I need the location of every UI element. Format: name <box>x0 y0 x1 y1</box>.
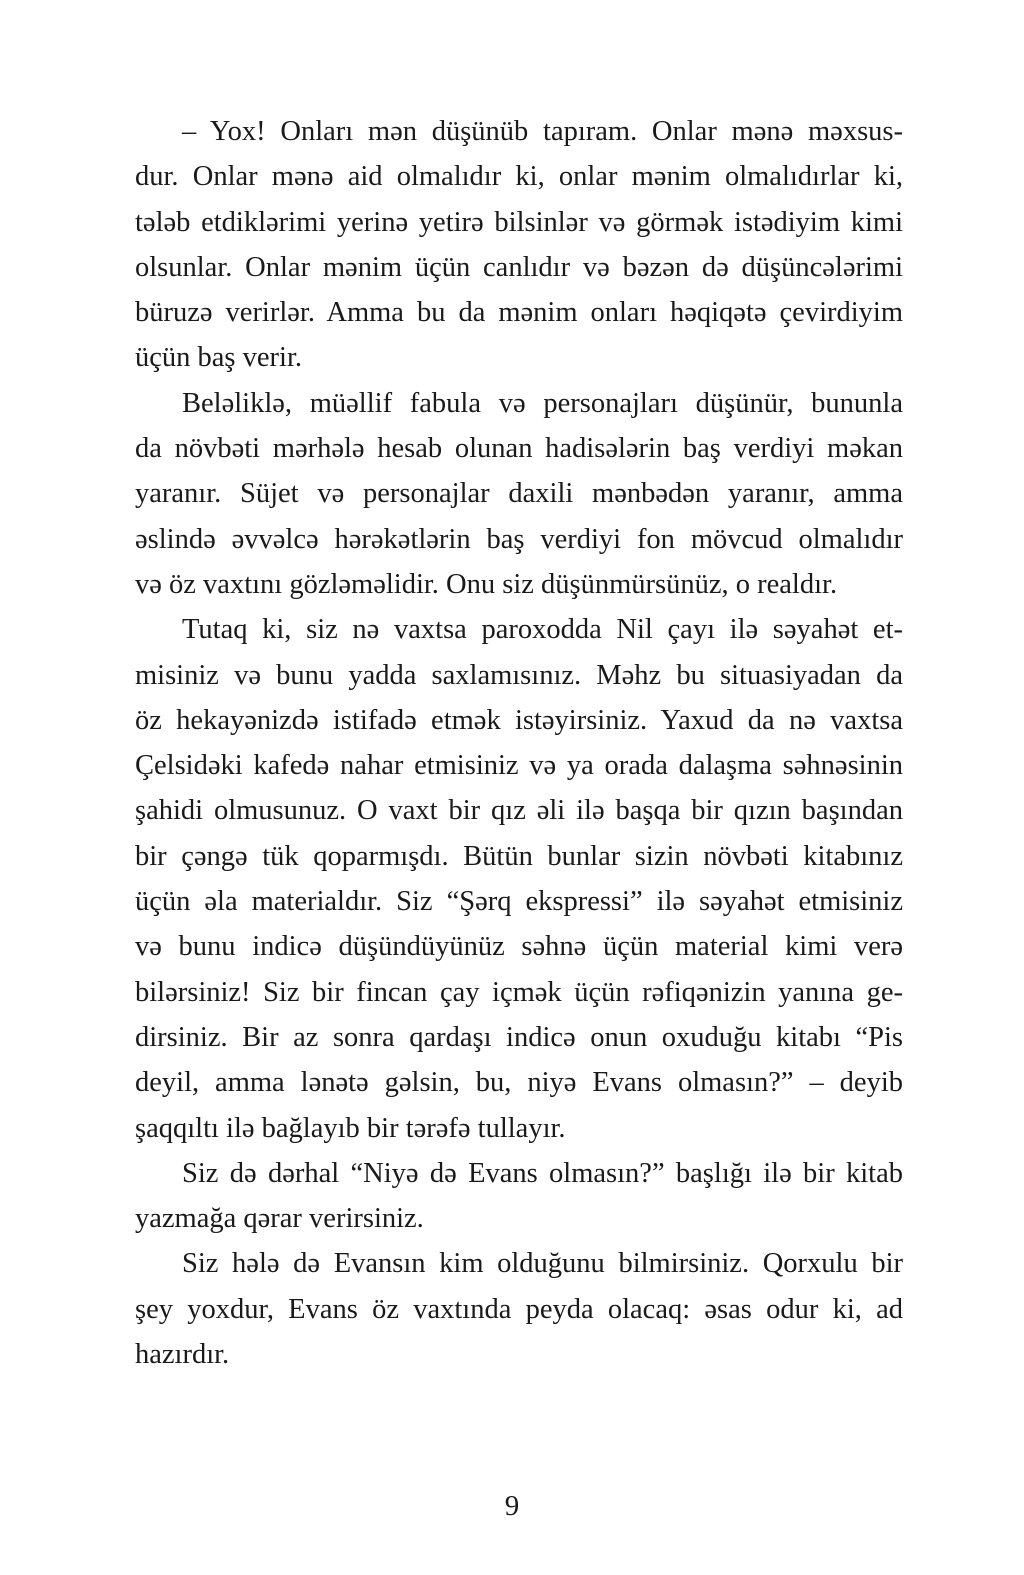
text-line: öz hekayənizdə istifadə etmək istəyirsiniz. Yaxud da nə vaxtsa <box>135 704 903 736</box>
text-line: hazırdır. <box>135 1339 230 1371</box>
text-line: əslində əvvəlcə hərəkətlərin baş verdiyi fon mövcud olmalıdır <box>135 523 903 555</box>
text-line: olsunlar. Onlar mənim üçün canlıdır və bəzən də düşüncələrimi <box>135 251 903 283</box>
text-line: dur. Onlar mənə aid olmalıdır ki, onlar mənim olmalıdırlar ki, <box>135 161 903 193</box>
text-line: bilərsiniz! Siz bir fincan çay içmək üçün rəfiqənizin yanına ge- <box>135 976 903 1008</box>
page-number: 9 <box>504 1490 520 1522</box>
text-line: dirsiniz. Bir az sonra qardaşı indicə onun oxuduğu kitabı “Pis <box>135 1021 903 1053</box>
text-line: deyil, amma lənətə gəlsin, bu, niyə Evans olmasın?” – deyib <box>135 1067 903 1099</box>
text-line: misiniz və bunu yadda saxlamısınız. Məhz bu situasiyadan da <box>135 659 903 691</box>
text-line: Siz hələ də Evansın kim olduğunu bilmirsiniz. Qorxulu bir <box>182 1248 903 1280</box>
text-line: şahidi olmusunuz. O vaxt bir qız əli ilə başqa bir qızın başından <box>135 795 903 827</box>
text-line: Siz də dərhal “Niyə də Evans olmasın?” başlığı ilə bir kitab <box>182 1157 903 1189</box>
text-line: şaqqıltı ilə bağlayıb bir tərəfə tullayır. <box>135 1112 566 1144</box>
text-line: yaranır. Süjet və personajlar daxili mənbədən yaranır, amma <box>135 478 903 510</box>
text-line: və bunu indicə düşündüyünüz səhnə üçün material kimi verə <box>135 931 903 963</box>
text-line: Çelsidəki kafedə nahar etmisiniz və ya orada dalaşma səhnəsinin <box>135 750 903 782</box>
text-line: şey yoxdur, Evans öz vaxtında peyda olacaq: əsas odur ki, ad <box>135 1293 903 1325</box>
text-line: üçün baş verir. <box>135 342 302 374</box>
text-line: yazmağa qərar verirsiniz. <box>135 1203 424 1235</box>
text-line: büruzə verirlər. Amma bu da mənim onları həqiqətə çevirdiyim <box>135 297 903 329</box>
text-line: – Yox! Onları mən düşünüb tapıram. Onlar mənə məxsus- <box>182 116 903 147</box>
text-line: və öz vaxtını gözləməlidir. Onu siz düşünmürsünüz, o realdır. <box>135 568 838 600</box>
text-line: tələb etdiklərimi yerinə yetirə bilsinlər və görmək istədiyim kimi <box>135 206 903 238</box>
text-line: da növbəti mərhələ hesab olunan hadisələrin baş verdiyi məkan <box>135 433 903 465</box>
body-text <box>135 109 903 1377</box>
text-line: bir çəngə tük qoparmışdı. Bütün bunlar sizin növbəti kitabınız <box>135 840 903 872</box>
text-line: Beləliklə, müəllif fabula və personajları düşünür, bununla <box>182 387 903 419</box>
text-line: üçün əla materialdır. Siz “Şərq ekspressi” ilə səyahət etmisiniz <box>135 886 903 918</box>
text-line: Tutaq ki, siz nə vaxtsa paroxodda Nil çayı ilə səyahət et- <box>182 614 903 646</box>
